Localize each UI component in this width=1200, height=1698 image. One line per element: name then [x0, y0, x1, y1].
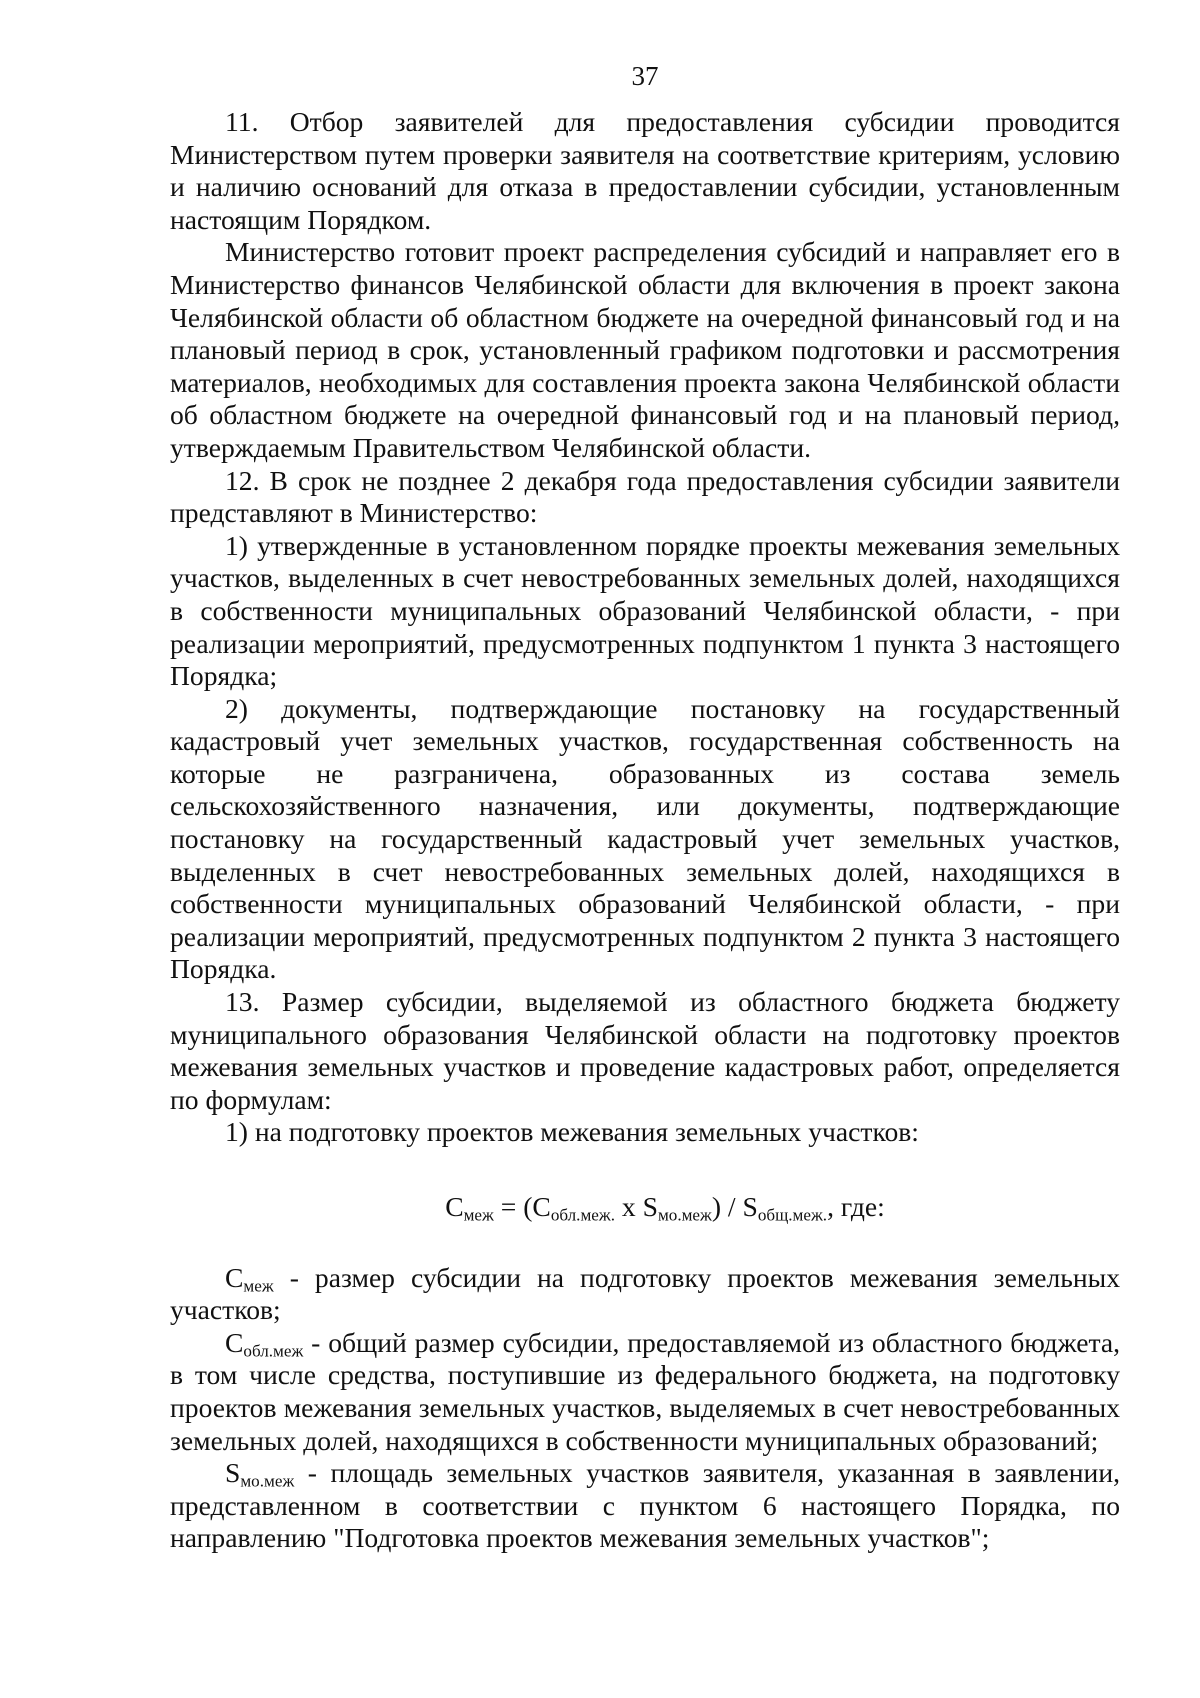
definition-text: - общий размер субсидии, предоставляемой из областного бюджета, в том числе средства, поступившие из федерального бюджета, на подготовку проектов межевания земельных участков, выделяемых в счет невостребованных земельных долей, находящихся в собственности муниципальных образований;	[170, 1326, 1120, 1456]
page-number: 37	[631, 61, 659, 91]
formula-term1-sub: обл.меж.	[550, 1205, 615, 1225]
definition-text: - размер субсидии на подготовку проектов межевания земельных участков;	[170, 1261, 1120, 1326]
definition-symbol-sub: мо.меж	[240, 1471, 295, 1491]
paragraph-11-continued: Министерство готовит проект распределения субсидий и направляет его в Министерство финансов Челябинской области для включения в проект закона Челябинской области об областном бюджете на очередной финансовый год и на плановый период в срок, установленный графиком подготовки и рассмотрения материалов, необходимых для составления проекта закона Челябинской области об областном бюджете на очередной финансовый год и на плановый период, утверждаемым Правительством Челябинской области.	[170, 236, 1120, 463]
paragraph-12: 12. В срок не позднее 2 декабря года предоставления субсидии заявители представляют в Министерство:	[170, 464, 1120, 529]
document-page	[170, 60, 1120, 1555]
definition-c-obl-mezh	[170, 1327, 1120, 1457]
formula-lhs: C	[445, 1191, 464, 1222]
definition-symbol-sub: обл.меж	[243, 1341, 304, 1361]
formula-tail: , где:	[827, 1191, 885, 1222]
formula-div: ) / S	[711, 1191, 758, 1222]
paragraph-12-item-1: 1) утвержденные в установленном порядке проекты межевания земельных участков, выделенных в счет невостребованных земельных долей, находящихся в собственности муниципальных образований Челябинской области, - при реализации мероприятий, предусмотренных подпунктом 1 пункта 3 настоящего Порядка;	[170, 529, 1120, 692]
paragraph-13: 13. Размер субсидии, выделяемой из областного бюджета бюджету муниципального образования Челябинской области на подготовку проектов межевания земельных участков и проведение кадастровых работ, определяется по формулам:	[170, 986, 1120, 1115]
formula-term2-sub: мо.меж	[657, 1205, 712, 1225]
formula-term3-sub: общ.меж.	[757, 1205, 828, 1225]
formula-lhs-sub: меж	[463, 1205, 494, 1225]
paragraph-13-item-1: 1) на подготовку проектов межевания земельных участков:	[225, 1116, 919, 1148]
subsidy-formula	[170, 1191, 1120, 1224]
definition-s-mo-mezh	[170, 1457, 1120, 1555]
definition-symbol: S	[225, 1457, 241, 1489]
formula-eq-open: = (C	[493, 1191, 551, 1222]
definition-text: - площадь земельных участков заявителя, указанная в заявлении, представленном в соответствии с пунктом 6 настоящего Порядка, по направлению "Подготовка проектов межевания земельных участков";	[170, 1457, 1120, 1554]
formula-times: x S	[614, 1191, 658, 1222]
definition-c-mezh	[170, 1262, 1120, 1327]
definition-symbol: C	[225, 1261, 244, 1293]
definition-symbol: C	[225, 1326, 244, 1358]
paragraph-12-item-2: 2) документы, подтверждающие постановку на государственный кадастровый учет земельных участков, государственная собственность на которые не разграничена, образованных из состава земель сельскохозяйственного назначения, или документы, подтверждающие постановку на государственный кадастровый учет земельных участков, выделенных в счет невостребованных земельных долей, находящихся в собственности муниципальных образований Челябинской области, - при реализации мероприятий, предусмотренных подпунктом 2 пункта 3 настоящего Порядка.	[170, 692, 1120, 985]
definition-symbol-sub: меж	[243, 1275, 274, 1295]
paragraph-11: 11. Отбор заявителей для предоставления субсидии проводится Министерством путем проверки заявителя на соответствие критериям, условию и наличию оснований для отказа в предоставлении субсидии, установленным настоящим Порядком.	[170, 106, 1120, 235]
